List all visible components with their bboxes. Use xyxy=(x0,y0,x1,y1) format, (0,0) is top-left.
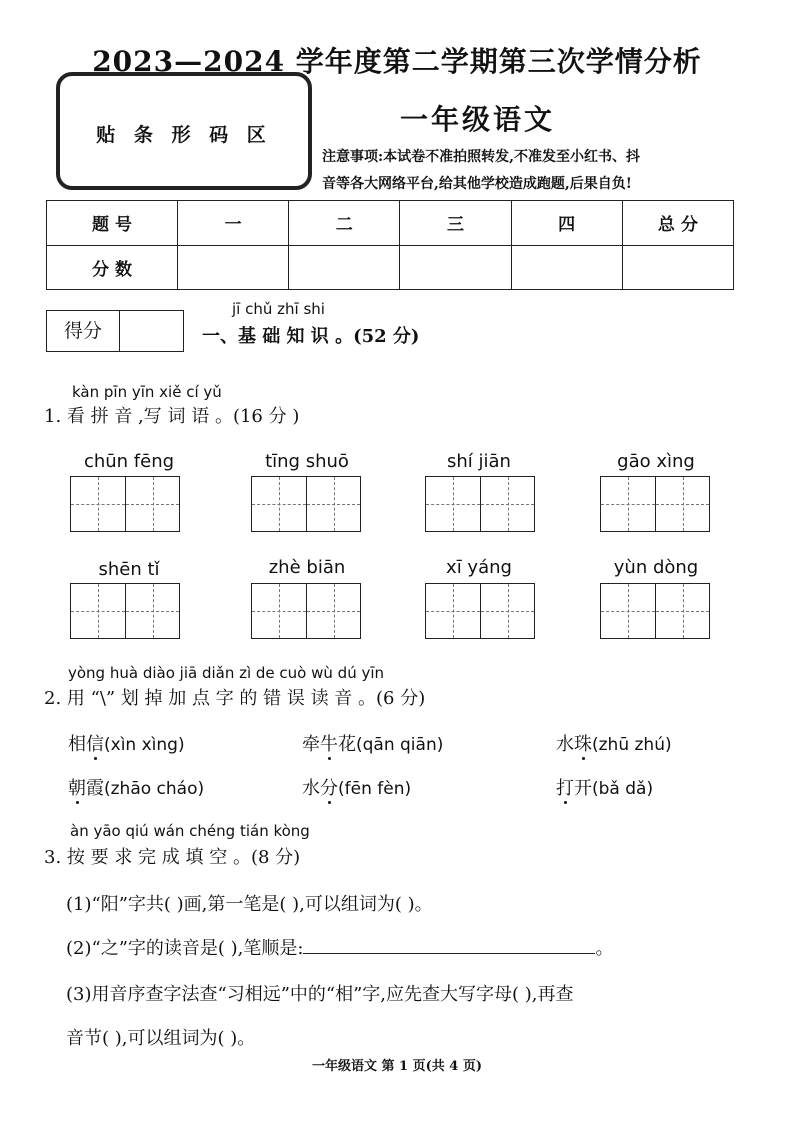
score-table-header-row xyxy=(47,201,734,246)
q3-line-2[interactable]: (2)“之”字的读音是( ),笔顺是: 。 xyxy=(66,938,614,959)
score-table xyxy=(46,200,734,290)
exam-title: 2023—2024 学年度第二学期第三次学情分析 xyxy=(92,45,702,78)
pronunciation-item[interactable]: 朝霞(zhāo cháo) xyxy=(68,774,204,800)
q3-text: 3. 按 要 求 完 成 填 空 。(8 分) xyxy=(44,847,301,868)
writing-grid[interactable] xyxy=(600,583,710,639)
pronunciation-item[interactable]: 打开(bǎ dǎ) xyxy=(556,774,653,800)
score-header-cell: 总 分 xyxy=(622,201,733,246)
writing-grid[interactable] xyxy=(70,476,180,532)
word-pinyin: gāo xìng xyxy=(617,451,695,472)
barcode-label: 贴 条 形 码 区 xyxy=(96,124,272,146)
score-cell[interactable] xyxy=(178,245,289,290)
answer-line[interactable] xyxy=(303,939,595,954)
writing-grid[interactable] xyxy=(70,583,180,639)
q1-text: 1. 看 拼 音 ,写 词 语 。(16 分 ) xyxy=(44,406,300,427)
section-score-input[interactable] xyxy=(120,311,183,351)
page-footer: 一年级语文 第 1 页(共 4 页) xyxy=(311,1059,483,1074)
score-cell[interactable] xyxy=(400,245,511,290)
q3-line-1[interactable]: (1)“阳”字共( )画,第一笔是( ),可以组词为( )。 xyxy=(66,894,433,915)
pronunciation-item[interactable]: 水珠(zhū zhú) xyxy=(556,730,672,756)
writing-grid[interactable] xyxy=(251,583,361,639)
word-pinyin: xī yáng xyxy=(446,557,512,578)
writing-grid[interactable] xyxy=(425,583,535,639)
section-score-box xyxy=(46,310,184,352)
writing-grid[interactable] xyxy=(251,476,361,532)
subject-title: 一年级语文 xyxy=(400,103,556,136)
score-cell[interactable] xyxy=(289,245,400,290)
score-cell[interactable] xyxy=(622,245,733,290)
notice-line-1: 注意事项:本试卷不准拍照转发,不准发至小红书、抖 xyxy=(322,149,641,165)
writing-grid[interactable] xyxy=(425,476,535,532)
pronunciation-item[interactable]: 相信(xìn xìng) xyxy=(68,730,185,756)
section1-title: 一、基 础 知 识 。(52 分) xyxy=(202,326,420,347)
score-header-cell: 四 xyxy=(511,201,622,246)
word-pinyin: shí jiān xyxy=(447,451,511,472)
q2-pinyin: yòng huà diào jiā diǎn zì de cuò wù dú yīn xyxy=(68,664,385,682)
q3-line-4[interactable]: 音节( ),可以组词为( )。 xyxy=(66,1028,256,1049)
pronunciation-item[interactable]: 牵牛花(qān qiān) xyxy=(302,730,443,756)
score-table-score-row xyxy=(47,245,734,290)
section1-pinyin: jī chǔ zhī shi xyxy=(232,300,325,318)
notice-line-2: 音等各大网络平台,给其他学校造成跑题,后果自负! xyxy=(322,176,632,192)
q2-text: 2. 用 “\” 划 掉 加 点 字 的 错 误 读 音 。(6 分) xyxy=(44,688,426,709)
word-pinyin: zhè biān xyxy=(268,557,346,578)
section-score-label: 得分 xyxy=(47,311,120,351)
word-pinyin: chūn fēng xyxy=(83,451,175,472)
barcode-area xyxy=(56,72,312,190)
score-row-label: 分 数 xyxy=(47,245,178,290)
word-pinyin: yùn dòng xyxy=(613,557,699,578)
score-cell[interactable] xyxy=(511,245,622,290)
word-pinyin: shēn tǐ xyxy=(98,559,160,580)
score-header-cell: 三 xyxy=(400,201,511,246)
q3-pinyin: àn yāo qiú wán chéng tián kòng xyxy=(70,822,310,840)
word-pinyin: tīng shuō xyxy=(265,451,349,472)
q3-line-3[interactable]: (3)用音序查字法查“习相远”中的“相”字,应先查大写字母( ),再查 xyxy=(66,984,574,1005)
score-header-cell: 题 号 xyxy=(47,201,178,246)
pronunciation-item[interactable]: 水分(fēn fèn) xyxy=(302,774,411,800)
notice xyxy=(322,144,734,198)
q1-pinyin: kàn pīn yīn xiě cí yǔ xyxy=(72,383,222,401)
score-header-cell: 二 xyxy=(289,201,400,246)
writing-grid[interactable] xyxy=(600,476,710,532)
score-header-cell: 一 xyxy=(178,201,289,246)
